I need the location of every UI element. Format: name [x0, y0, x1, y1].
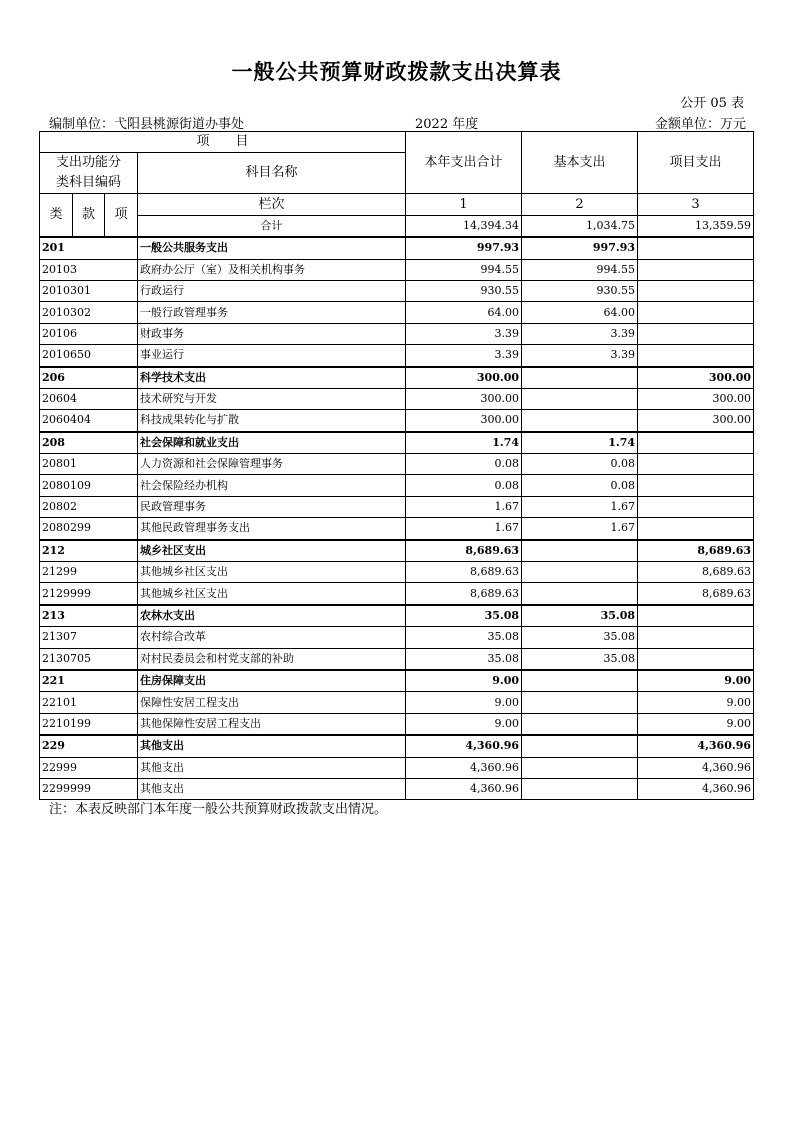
header-heji: 合计 — [138, 215, 406, 237]
row-basic: 1.67 — [522, 496, 638, 517]
header-project: 项目支出 — [638, 132, 754, 194]
row-code: 212 — [40, 540, 138, 562]
row-code: 2210199 — [40, 713, 138, 735]
row-total: 3.39 — [406, 345, 522, 367]
row-code: 206 — [40, 367, 138, 389]
table-row — [40, 648, 754, 670]
table-row — [40, 410, 754, 432]
sum-total: 14,394.34 — [406, 215, 522, 237]
row-project — [638, 280, 754, 301]
header-basic: 基本支出 — [522, 132, 638, 194]
row-project — [638, 518, 754, 540]
table-row — [40, 367, 754, 389]
table-row — [40, 496, 754, 517]
row-subject-name: 其他民政管理事务支出 — [138, 518, 406, 540]
row-basic: 1.74 — [522, 432, 638, 454]
table-row — [40, 323, 754, 344]
row-subject-name: 农村综合改革 — [138, 627, 406, 648]
row-code: 20801 — [40, 454, 138, 475]
table-row — [40, 388, 754, 409]
row-code: 21299 — [40, 562, 138, 583]
row-total: 4,360.96 — [406, 735, 522, 757]
row-basic: 930.55 — [522, 280, 638, 301]
row-total: 930.55 — [406, 280, 522, 301]
row-total: 8,689.63 — [406, 562, 522, 583]
row-basic — [522, 410, 638, 432]
row-project: 9.00 — [638, 692, 754, 713]
row-subject-name: 一般行政管理事务 — [138, 302, 406, 323]
row-project — [638, 432, 754, 454]
expenditure-table — [39, 131, 754, 800]
row-basic: 3.39 — [522, 323, 638, 344]
row-code: 22101 — [40, 692, 138, 713]
row-project — [638, 496, 754, 517]
table-row — [40, 237, 754, 259]
row-code: 229 — [40, 735, 138, 757]
row-code: 2010650 — [40, 345, 138, 367]
row-subject-name: 对村民委员会和村党支部的补助 — [138, 648, 406, 670]
row-subject-name: 其他支出 — [138, 735, 406, 757]
row-code: 2129999 — [40, 583, 138, 605]
row-subject-name: 保障性安居工程支出 — [138, 692, 406, 713]
row-basic: 35.08 — [522, 627, 638, 648]
header-col2: 2 — [522, 194, 638, 215]
row-total: 300.00 — [406, 388, 522, 409]
header-func-code: 支出功能分类科目编码 — [40, 153, 138, 194]
row-total: 35.08 — [406, 648, 522, 670]
table-row — [40, 540, 754, 562]
row-basic — [522, 583, 638, 605]
header-col3: 3 — [638, 194, 754, 215]
row-total: 1.67 — [406, 496, 522, 517]
row-total: 9.00 — [406, 670, 522, 692]
row-subject-name: 城乡社区支出 — [138, 540, 406, 562]
table-row — [40, 475, 754, 496]
row-subject-name: 其他支出 — [138, 757, 406, 778]
header-item: 项 目 — [40, 132, 406, 153]
row-code: 221 — [40, 670, 138, 692]
table-row — [40, 583, 754, 605]
header-lanci: 栏次 — [138, 194, 406, 215]
header-total: 本年支出合计 — [406, 132, 522, 194]
row-total: 4,360.96 — [406, 778, 522, 799]
row-basic: 3.39 — [522, 345, 638, 367]
row-code: 20106 — [40, 323, 138, 344]
row-subject-name: 住房保障支出 — [138, 670, 406, 692]
row-total: 9.00 — [406, 713, 522, 735]
row-basic: 35.08 — [522, 648, 638, 670]
money-unit: 金额单位：万元 — [654, 117, 746, 132]
row-basic — [522, 540, 638, 562]
row-basic — [522, 692, 638, 713]
table-row — [40, 778, 754, 799]
row-basic: 35.08 — [522, 605, 638, 627]
row-code: 20103 — [40, 259, 138, 280]
row-code: 20802 — [40, 496, 138, 517]
row-code: 2299999 — [40, 778, 138, 799]
row-basic — [522, 388, 638, 409]
row-project — [638, 454, 754, 475]
row-subject-name: 农林水支出 — [138, 605, 406, 627]
row-total: 64.00 — [406, 302, 522, 323]
compiling-unit: 编制单位：弋阳县桃源街道办事处 — [49, 117, 245, 132]
row-total: 35.08 — [406, 627, 522, 648]
row-project — [638, 475, 754, 496]
fiscal-year: 2022 年度 — [415, 117, 479, 132]
row-subject-name: 其他支出 — [138, 778, 406, 799]
row-basic: 994.55 — [522, 259, 638, 280]
row-total: 8,689.63 — [406, 583, 522, 605]
row-subject-name: 行政运行 — [138, 280, 406, 301]
table-row — [40, 735, 754, 757]
row-total: 300.00 — [406, 367, 522, 389]
table-row — [40, 692, 754, 713]
row-subject-name: 其他保障性安居工程支出 — [138, 713, 406, 735]
row-code: 2010301 — [40, 280, 138, 301]
row-code: 2130705 — [40, 648, 138, 670]
table-row — [40, 627, 754, 648]
row-basic — [522, 562, 638, 583]
row-project — [638, 237, 754, 259]
row-code: 2010302 — [40, 302, 138, 323]
row-total: 997.93 — [406, 237, 522, 259]
row-code: 208 — [40, 432, 138, 454]
row-project: 4,360.96 — [638, 757, 754, 778]
header-xiang: 项 — [105, 194, 138, 237]
row-subject-name: 社会保险经办机构 — [138, 475, 406, 496]
row-code: 22999 — [40, 757, 138, 778]
row-total: 1.74 — [406, 432, 522, 454]
row-project — [638, 627, 754, 648]
row-subject-name: 其他城乡社区支出 — [138, 583, 406, 605]
row-project: 8,689.63 — [638, 583, 754, 605]
row-basic — [522, 367, 638, 389]
row-subject-name: 技术研究与开发 — [138, 388, 406, 409]
row-project — [638, 345, 754, 367]
row-project: 4,360.96 — [638, 735, 754, 757]
header-kuan: 款 — [73, 194, 105, 237]
row-basic — [522, 757, 638, 778]
row-total: 0.08 — [406, 475, 522, 496]
header-col1: 1 — [406, 194, 522, 215]
row-total: 0.08 — [406, 454, 522, 475]
row-subject-name: 一般公共服务支出 — [138, 237, 406, 259]
row-basic: 0.08 — [522, 475, 638, 496]
row-total: 9.00 — [406, 692, 522, 713]
table-row — [40, 713, 754, 735]
row-project: 4,360.96 — [638, 778, 754, 799]
row-total: 300.00 — [406, 410, 522, 432]
row-code: 2080299 — [40, 518, 138, 540]
header-lei: 类 — [40, 194, 73, 237]
table-row — [40, 670, 754, 692]
table-row — [40, 280, 754, 301]
row-total: 4,360.96 — [406, 757, 522, 778]
footnote: 注：本表反映部门本年度一般公共预算财政拨款支出情况。 — [49, 802, 388, 817]
row-code: 2060404 — [40, 410, 138, 432]
row-subject-name: 科学技术支出 — [138, 367, 406, 389]
header-subject-name: 科目名称 — [138, 153, 406, 194]
row-basic — [522, 735, 638, 757]
report-title: 一般公共预算财政拨款支出决算表 — [231, 59, 562, 84]
row-subject-name: 社会保障和就业支出 — [138, 432, 406, 454]
table-row — [40, 562, 754, 583]
sum-basic: 1,034.75 — [522, 215, 638, 237]
row-project: 9.00 — [638, 670, 754, 692]
row-basic: 64.00 — [522, 302, 638, 323]
report-meta — [49, 113, 746, 131]
row-total: 3.39 — [406, 323, 522, 344]
table-row — [40, 454, 754, 475]
row-subject-name: 其他城乡社区支出 — [138, 562, 406, 583]
row-subject-name: 民政管理事务 — [138, 496, 406, 517]
row-subject-name: 政府办公厅（室）及相关机构事务 — [138, 259, 406, 280]
table-row — [40, 345, 754, 367]
row-subject-name: 科技成果转化与扩散 — [138, 410, 406, 432]
row-subject-name: 人力资源和社会保障管理事务 — [138, 454, 406, 475]
row-basic — [522, 670, 638, 692]
table-row — [40, 302, 754, 323]
row-project — [638, 323, 754, 344]
row-code: 201 — [40, 237, 138, 259]
row-project: 8,689.63 — [638, 562, 754, 583]
row-basic: 0.08 — [522, 454, 638, 475]
row-code: 20604 — [40, 388, 138, 409]
row-project: 9.00 — [638, 713, 754, 735]
row-project: 300.00 — [638, 367, 754, 389]
row-basic: 1.67 — [522, 518, 638, 540]
sum-project: 13,359.59 — [638, 215, 754, 237]
row-basic: 997.93 — [522, 237, 638, 259]
table-row — [40, 757, 754, 778]
table-row — [40, 432, 754, 454]
table-row — [40, 518, 754, 540]
row-total: 8,689.63 — [406, 540, 522, 562]
row-project — [638, 648, 754, 670]
row-subject-name: 事业运行 — [138, 345, 406, 367]
row-project — [638, 259, 754, 280]
row-code: 2080109 — [40, 475, 138, 496]
row-basic — [522, 778, 638, 799]
row-project — [638, 302, 754, 323]
row-total: 994.55 — [406, 259, 522, 280]
row-project: 8,689.63 — [638, 540, 754, 562]
row-project — [638, 605, 754, 627]
table-row — [40, 259, 754, 280]
row-total: 35.08 — [406, 605, 522, 627]
row-code: 21307 — [40, 627, 138, 648]
row-basic — [522, 713, 638, 735]
table-row — [40, 605, 754, 627]
row-code: 213 — [40, 605, 138, 627]
row-subject-name: 财政事务 — [138, 323, 406, 344]
form-number: 公开 05 表 — [680, 96, 744, 111]
row-project: 300.00 — [638, 410, 754, 432]
row-total: 1.67 — [406, 518, 522, 540]
row-project: 300.00 — [638, 388, 754, 409]
